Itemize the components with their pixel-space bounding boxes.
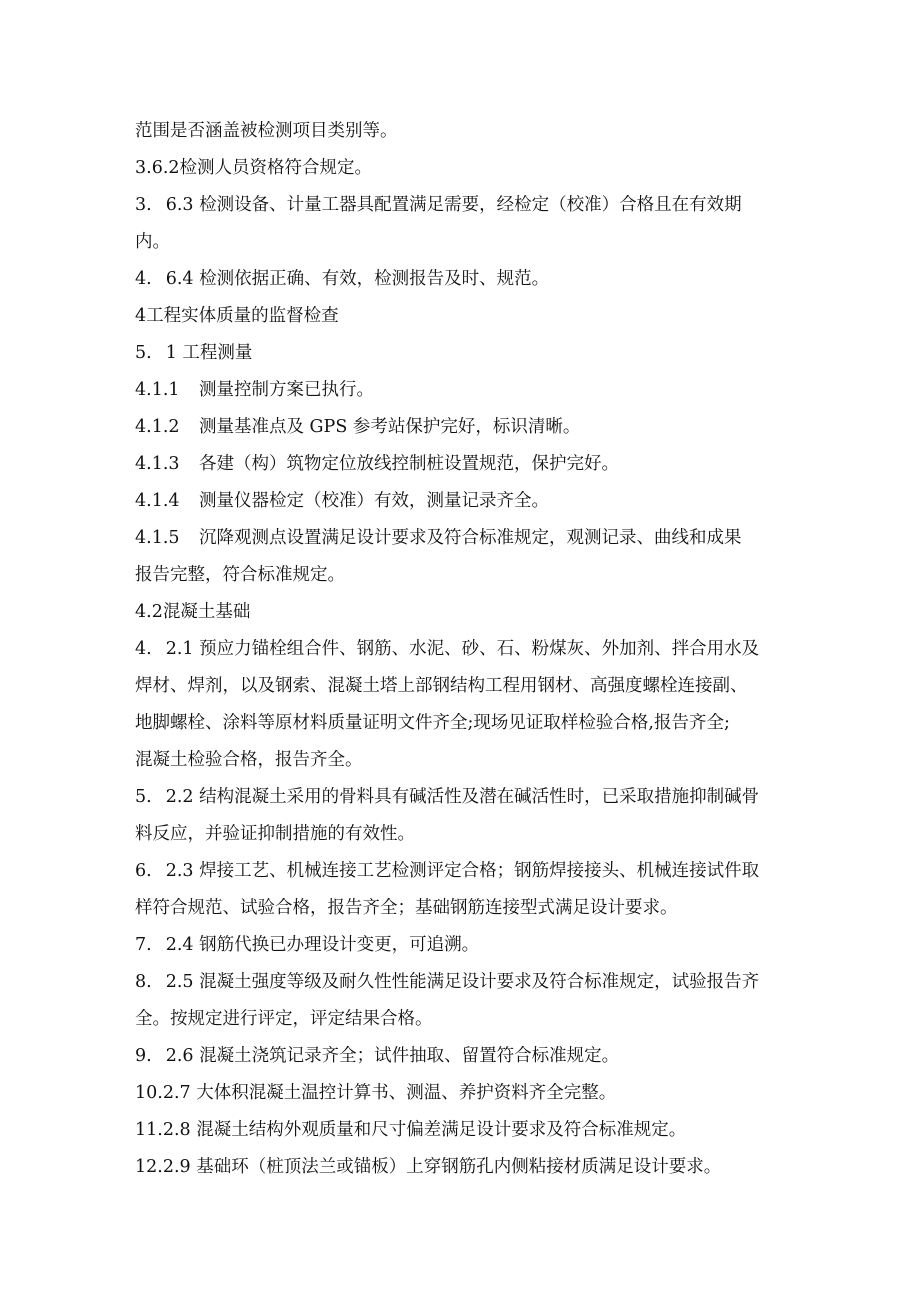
text-line <box>135 631 785 668</box>
text-line <box>135 113 785 150</box>
section-number: 9. <box>135 1046 152 1066</box>
paragraph <box>135 113 785 150</box>
text-line <box>135 1149 785 1186</box>
line-text: 样符合规范、试验合格，报告齐全；基础钢筋连接型式满足设计要求。 <box>135 898 678 918</box>
line-text: 2.1 预应力锚栓组合件、钢筋、水泥、砂、石、粉煤灰、外加剂、拌合用水及 <box>165 639 760 659</box>
section-number: 11. <box>135 1120 163 1140</box>
text-line <box>135 816 785 853</box>
text-line <box>135 594 785 631</box>
paragraph <box>135 520 785 594</box>
line-text: 测量基准点及 GPS 参考站保护完好，标识清晰。 <box>199 417 581 437</box>
document-body <box>135 113 785 1186</box>
line-text: 范围是否涵盖被检测项目类别等。 <box>135 121 398 141</box>
section-number: 6. <box>135 861 152 881</box>
section-number: 4.2 <box>135 602 163 622</box>
paragraph <box>135 187 785 261</box>
section-number: 10. <box>135 1083 163 1103</box>
line-text: 2.4 钢筋代换已办理设计变更，可追溯。 <box>165 935 480 955</box>
paragraph <box>135 372 785 409</box>
text-line <box>135 187 785 224</box>
section-number: 4.1.4 <box>135 491 180 511</box>
line-text: 沉降观测点设置满足设计要求及符合标准规定，观测记录、曲线和成果 <box>199 528 742 548</box>
section-number: 4.1.3 <box>135 454 180 474</box>
text-line <box>135 224 785 261</box>
text-line <box>135 890 785 927</box>
text-line <box>135 668 785 705</box>
line-text: 2.7 大体积混凝土温控计算书、测温、养护资料齐全完整。 <box>162 1083 617 1103</box>
text-line <box>135 446 785 483</box>
section-number: 3.6.2 <box>135 158 180 178</box>
line-text: 2.8 混凝土结构外观质量和尺寸偏差满足设计要求及符合标准规定。 <box>162 1120 687 1140</box>
line-text: 6.4 检测依据正确、有效，检测报告及时、规范。 <box>165 269 550 289</box>
section-number: 5. <box>135 343 152 363</box>
text-line <box>135 853 785 890</box>
text-line <box>135 483 785 520</box>
text-line <box>135 409 785 446</box>
paragraph <box>135 1112 785 1149</box>
paragraph <box>135 779 785 853</box>
line-text: 检测人员资格符合规定。 <box>179 158 373 178</box>
paragraph <box>135 594 785 631</box>
line-text: 内。 <box>135 232 170 252</box>
line-text: 各建（构）筑物定位放线控制桩设置规范，保护完好。 <box>199 454 619 474</box>
text-line <box>135 964 785 1001</box>
text-line <box>135 335 785 372</box>
text-line <box>135 557 785 594</box>
line-text: 2.2 结构混凝土采用的骨料具有碱活性及潜在碱活性时，已采取措施抑制碱骨 <box>165 787 760 807</box>
line-text: 2.5 混凝土强度等级及耐久性性能满足设计要求及符合标准规定，试验报告齐 <box>165 972 760 992</box>
line-text: 测量控制方案已执行。 <box>199 380 374 400</box>
line-text: 全。按规定进行评定，评定结果合格。 <box>135 1009 433 1029</box>
section-number: 12. <box>135 1157 163 1177</box>
paragraph <box>135 335 785 372</box>
section-number: 8. <box>135 972 152 992</box>
paragraph <box>135 1038 785 1075</box>
line-text: 报告完整，符合标准规定。 <box>135 565 345 585</box>
text-line <box>135 779 785 816</box>
section-number: 7. <box>135 935 152 955</box>
line-text: 测量仪器检定（校准）有效，测量记录齐全。 <box>199 491 549 511</box>
paragraph <box>135 446 785 483</box>
paragraph <box>135 150 785 187</box>
line-text: 混凝土基础 <box>162 602 251 622</box>
paragraph <box>135 927 785 964</box>
text-line <box>135 1038 785 1075</box>
paragraph <box>135 261 785 298</box>
text-line <box>135 1112 785 1149</box>
paragraph <box>135 298 785 335</box>
paragraph <box>135 853 785 927</box>
line-text: 焊材、焊剂，以及钢索、混凝土塔上部钢结构工程用钢材、高强度螺栓连接副、 <box>135 676 748 696</box>
text-line <box>135 150 785 187</box>
text-line <box>135 742 785 779</box>
section-number: 4. <box>135 269 152 289</box>
section-number: 4. <box>135 639 152 659</box>
text-line <box>135 298 785 335</box>
line-text: 地脚螺栓、涂料等原材料质量证明文件齐全;现场见证取样检验合格,报告齐全; <box>135 713 730 733</box>
text-line <box>135 927 785 964</box>
text-line <box>135 261 785 298</box>
paragraph <box>135 631 785 779</box>
line-text: 2.3 焊接工艺、机械连接工艺检测评定合格；钢筋焊接接头、机械连接试件取 <box>165 861 760 881</box>
line-text: 6.3 检测设备、计量工器具配置满足需要，经检定（校准）合格且在有效期 <box>165 195 742 215</box>
line-text: 1 工程测量 <box>165 343 253 363</box>
paragraph <box>135 964 785 1038</box>
section-number: 4.1.2 <box>135 417 180 437</box>
line-text: 工程实体质量的监督检查 <box>146 306 339 326</box>
text-line <box>135 372 785 409</box>
section-number: 4.1.1 <box>135 380 180 400</box>
section-number: 3. <box>135 195 152 215</box>
text-line <box>135 520 785 557</box>
line-text: 料反应，并验证抑制措施的有效性。 <box>135 824 415 844</box>
section-number: 4 <box>135 306 147 326</box>
paragraph <box>135 483 785 520</box>
text-line <box>135 1001 785 1038</box>
line-text: 混凝土检验合格，报告齐全。 <box>135 750 363 770</box>
line-text: 2.6 混凝土浇筑记录齐全；试件抽取、留置符合标准规定。 <box>165 1046 620 1066</box>
line-text: 2.9 基础环（桩顶法兰或锚板）上穿钢筋孔内侧粘接材质满足设计要求。 <box>162 1157 722 1177</box>
paragraph <box>135 409 785 446</box>
text-line <box>135 1075 785 1112</box>
paragraph <box>135 1149 785 1186</box>
section-number: 5. <box>135 787 152 807</box>
text-line <box>135 705 785 742</box>
section-number: 4.1.5 <box>135 528 180 548</box>
paragraph <box>135 1075 785 1112</box>
